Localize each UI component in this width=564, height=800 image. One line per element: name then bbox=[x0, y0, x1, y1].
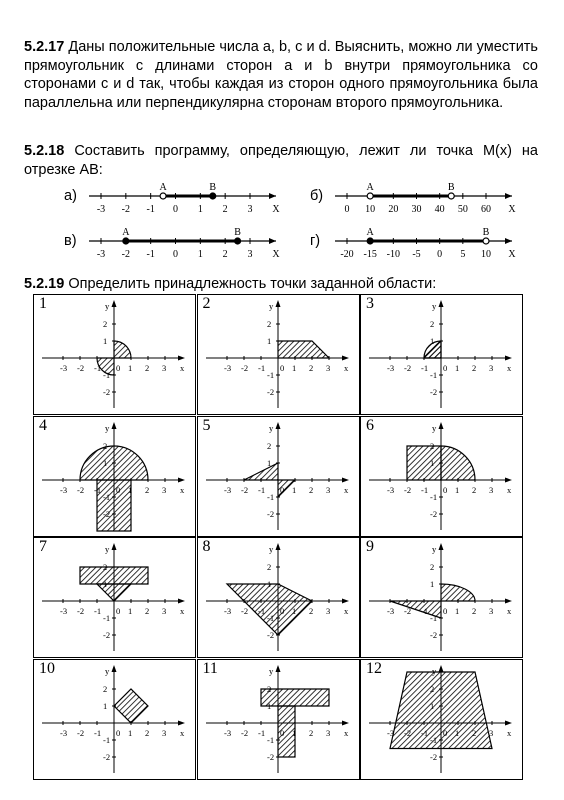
number-line-label: в) bbox=[64, 233, 77, 249]
y-axis-label: y bbox=[432, 422, 437, 433]
x-tick-label: 1 bbox=[291, 484, 296, 495]
x-tick-label: -1 bbox=[94, 484, 102, 495]
x-tick-label: 2 bbox=[145, 727, 150, 738]
x-axis-label: x bbox=[507, 727, 512, 738]
axis-arrow bbox=[505, 238, 512, 244]
tick-label: 3 bbox=[247, 204, 253, 215]
x-tick-label: 3 bbox=[162, 484, 167, 495]
x-tick-label: 1 bbox=[128, 363, 133, 373]
x-tick-label: -2 bbox=[404, 363, 412, 373]
y-tick-label: -1 bbox=[266, 370, 274, 380]
y-axis-arrow bbox=[275, 422, 280, 429]
endpoint-label: B bbox=[209, 182, 217, 193]
x-axis-label: x bbox=[180, 727, 185, 738]
axis-arrow bbox=[269, 193, 276, 199]
y-tick-label: 1 bbox=[266, 336, 271, 346]
x-tick-label: -2 bbox=[404, 727, 412, 738]
x-tick-label: -1 bbox=[94, 727, 102, 738]
x-tick-label: 1 bbox=[455, 727, 460, 738]
x-tick-label: 0 bbox=[279, 363, 284, 373]
endpoint-A bbox=[367, 193, 373, 199]
y-tick-label: 2 bbox=[266, 683, 271, 694]
tick-label: 40 bbox=[434, 204, 445, 215]
x-tick-label: 2 bbox=[308, 727, 313, 738]
region-cell bbox=[360, 294, 523, 415]
x-axis-arrow bbox=[505, 356, 512, 361]
tick-label: 60 bbox=[481, 204, 491, 215]
y-tick-label: -2 bbox=[103, 387, 111, 397]
y-tick-label: 2 bbox=[430, 440, 435, 451]
y-tick-label: 1 bbox=[430, 336, 435, 346]
x-tick-label: -1 bbox=[257, 606, 265, 616]
x-tick-label: 1 bbox=[128, 606, 133, 616]
region-cell bbox=[197, 659, 360, 780]
y-tick-label: -1 bbox=[430, 370, 438, 380]
y-axis-label: y bbox=[268, 422, 273, 433]
tick-label: 2 bbox=[222, 204, 228, 215]
x-axis-label: x bbox=[507, 363, 512, 373]
endpoint-label: B bbox=[482, 227, 490, 238]
y-axis-arrow bbox=[112, 300, 117, 307]
x-tick-label: -3 bbox=[223, 606, 231, 616]
y-axis-label: y bbox=[105, 422, 110, 433]
x-tick-label: -2 bbox=[77, 606, 85, 616]
region-number: 12 bbox=[366, 659, 382, 677]
region-cell bbox=[197, 416, 360, 537]
y-tick-label: 2 bbox=[103, 440, 108, 451]
number-line-label: б) bbox=[310, 188, 324, 204]
y-tick-label: 2 bbox=[266, 440, 271, 451]
y-tick-label: -1 bbox=[103, 734, 111, 745]
problem-5-2-18 bbox=[24, 142, 538, 179]
tick-label: 1 bbox=[197, 249, 203, 260]
x-tick-label: -3 bbox=[387, 727, 395, 738]
x-tick-label: 3 bbox=[325, 727, 330, 738]
x-tick-label: -1 bbox=[94, 606, 102, 616]
x-tick-label: -1 bbox=[257, 727, 265, 738]
y-tick-label: 2 bbox=[430, 319, 435, 329]
axis-label: X bbox=[272, 204, 280, 215]
y-tick-label: 1 bbox=[266, 457, 271, 468]
number-line bbox=[335, 224, 515, 266]
x-tick-label: -1 bbox=[257, 363, 265, 373]
y-axis-arrow bbox=[439, 543, 444, 550]
y-tick-label: -2 bbox=[266, 751, 274, 762]
x-tick-label: -1 bbox=[257, 484, 265, 495]
region-number: 6 bbox=[366, 416, 374, 434]
region-number: 5 bbox=[202, 416, 211, 434]
y-axis-arrow bbox=[439, 422, 444, 429]
x-tick-label: 1 bbox=[128, 727, 133, 738]
x-axis-arrow bbox=[342, 356, 349, 361]
y-tick-label: -2 bbox=[266, 508, 274, 519]
x-tick-label: -3 bbox=[223, 363, 231, 373]
y-axis-arrow bbox=[112, 422, 117, 429]
y-tick-label: -2 bbox=[103, 751, 111, 762]
y-axis-label: y bbox=[268, 544, 273, 554]
region-cell bbox=[360, 416, 523, 537]
y-axis-label: y bbox=[268, 665, 273, 676]
x-axis-arrow bbox=[342, 477, 349, 482]
region-number: 9 bbox=[366, 538, 374, 555]
y-tick-label: 1 bbox=[266, 700, 271, 711]
problem-text: Составить программу, определяющую, лежит ли точка M(x) на отрезке AB: bbox=[24, 143, 538, 178]
shaded-region bbox=[278, 341, 329, 358]
region-number: 4 bbox=[39, 416, 47, 434]
x-tick-label: 1 bbox=[455, 606, 460, 616]
y-tick-label: 2 bbox=[103, 683, 108, 694]
x-tick-label: -3 bbox=[60, 484, 68, 495]
x-tick-label: 2 bbox=[145, 606, 150, 616]
number-line-label: а) bbox=[64, 188, 77, 204]
x-tick-label: -3 bbox=[223, 727, 231, 738]
region-number: 3 bbox=[366, 295, 374, 312]
y-tick-label: 2 bbox=[266, 319, 271, 329]
y-tick-label: 1 bbox=[430, 579, 435, 589]
x-tick-label: 0 bbox=[116, 484, 121, 495]
x-tick-label: -2 bbox=[77, 727, 85, 738]
x-tick-label: 0 bbox=[116, 606, 121, 616]
x-tick-label: 1 bbox=[128, 484, 133, 495]
y-tick-label: -1 bbox=[103, 370, 111, 380]
x-axis-arrow bbox=[178, 599, 185, 604]
shaded-region bbox=[114, 341, 131, 358]
tick-label: 0 bbox=[344, 204, 350, 215]
region-cell bbox=[33, 416, 196, 537]
x-tick-label: 3 bbox=[325, 484, 330, 495]
shaded-region bbox=[441, 446, 475, 480]
region-number: 2 bbox=[202, 295, 211, 312]
x-tick-label: 2 bbox=[308, 606, 313, 616]
shaded-region bbox=[114, 689, 148, 723]
x-tick-label: 3 bbox=[325, 606, 330, 616]
tick-label: -1 bbox=[146, 249, 155, 260]
x-axis-label: x bbox=[343, 727, 348, 738]
y-axis-arrow bbox=[112, 665, 117, 672]
x-tick-label: -2 bbox=[404, 484, 412, 495]
x-tick-label: 3 bbox=[489, 606, 494, 616]
y-tick-label: -1 bbox=[430, 734, 438, 745]
tick-label: 10 bbox=[481, 249, 491, 260]
x-tick-label: -2 bbox=[240, 363, 248, 373]
x-tick-label: -1 bbox=[94, 363, 102, 373]
y-tick-label: -1 bbox=[103, 491, 111, 502]
endpoint-B bbox=[210, 193, 216, 199]
tick-label: 20 bbox=[388, 204, 399, 215]
problem-number: 5.2.19 bbox=[24, 276, 65, 292]
tick-label: -10 bbox=[386, 249, 401, 260]
number-line bbox=[89, 179, 279, 221]
x-tick-label: -2 bbox=[240, 484, 248, 495]
x-tick-label: 0 bbox=[116, 727, 121, 738]
x-axis-arrow bbox=[178, 356, 185, 361]
x-tick-label: 0 bbox=[443, 606, 448, 616]
x-axis-arrow bbox=[342, 720, 349, 725]
y-axis-label: y bbox=[105, 665, 110, 676]
axis-label: X bbox=[508, 204, 516, 215]
x-tick-label: 0 bbox=[279, 484, 284, 495]
y-axis-label: y bbox=[432, 301, 437, 311]
tick-label: -15 bbox=[363, 249, 377, 260]
x-tick-label: -3 bbox=[387, 484, 395, 495]
x-tick-label: 3 bbox=[162, 363, 167, 373]
x-axis-arrow bbox=[505, 477, 512, 482]
region-cell bbox=[197, 294, 360, 415]
x-axis-label: x bbox=[180, 363, 185, 373]
y-axis-arrow bbox=[439, 665, 444, 672]
number-line-label: г) bbox=[310, 233, 321, 249]
x-tick-label: -3 bbox=[387, 363, 395, 373]
x-tick-label: 3 bbox=[489, 363, 494, 373]
problem-number: 5.2.17 bbox=[24, 39, 65, 55]
region-cell bbox=[33, 659, 196, 780]
x-tick-label: -2 bbox=[240, 606, 248, 616]
y-axis-label: y bbox=[432, 544, 437, 554]
x-tick-label: 2 bbox=[472, 484, 477, 495]
endpoint-A bbox=[160, 193, 166, 199]
y-tick-label: 1 bbox=[103, 457, 108, 468]
x-axis-label: x bbox=[343, 484, 348, 495]
x-tick-label: 1 bbox=[455, 484, 460, 495]
x-tick-label: -3 bbox=[60, 363, 68, 373]
tick-label: 2 bbox=[222, 249, 228, 260]
x-tick-label: 3 bbox=[489, 727, 494, 738]
tick-label: -1 bbox=[146, 204, 155, 215]
region-number: 7 bbox=[39, 538, 47, 555]
x-tick-label: 1 bbox=[455, 363, 460, 373]
tick-label: 0 bbox=[173, 249, 178, 260]
endpoint-B bbox=[448, 193, 454, 199]
region-number: 11 bbox=[202, 659, 218, 677]
x-tick-label: -3 bbox=[60, 606, 68, 616]
tick-label: 30 bbox=[411, 204, 422, 215]
y-axis-label: y bbox=[268, 301, 273, 311]
x-tick-label: 2 bbox=[308, 484, 313, 495]
tick-label: 1 bbox=[197, 204, 203, 215]
x-tick-label: 2 bbox=[145, 363, 150, 373]
x-tick-label: -1 bbox=[421, 363, 429, 373]
region-cell bbox=[197, 537, 360, 658]
y-axis-arrow bbox=[112, 543, 117, 550]
region-cell bbox=[360, 659, 523, 780]
x-axis-arrow bbox=[178, 477, 185, 482]
x-axis-label: x bbox=[180, 606, 185, 616]
x-tick-label: -2 bbox=[77, 363, 85, 373]
x-tick-label: 3 bbox=[325, 363, 330, 373]
x-tick-label: -1 bbox=[421, 606, 429, 616]
y-tick-label: -1 bbox=[266, 613, 274, 623]
y-tick-label: 1 bbox=[103, 579, 108, 589]
tick-label: 0 bbox=[437, 249, 443, 260]
endpoint-A bbox=[367, 238, 373, 244]
tick-label: -20 bbox=[340, 249, 354, 260]
y-tick-label: -1 bbox=[430, 613, 438, 623]
y-tick-label: 1 bbox=[266, 579, 271, 589]
tick-label: 0 bbox=[173, 204, 178, 215]
y-tick-label: 2 bbox=[103, 562, 108, 572]
region-number: 10 bbox=[39, 659, 55, 677]
x-tick-label: -2 bbox=[240, 727, 248, 738]
x-axis-label: x bbox=[180, 484, 185, 495]
x-tick-label: 2 bbox=[472, 363, 477, 373]
tick-label: -2 bbox=[121, 204, 131, 215]
x-axis-label: x bbox=[507, 606, 512, 616]
x-tick-label: 0 bbox=[443, 727, 448, 738]
x-axis-arrow bbox=[178, 720, 185, 725]
x-tick-label: 1 bbox=[291, 606, 296, 616]
x-tick-label: 2 bbox=[472, 606, 477, 616]
number-line bbox=[335, 179, 515, 221]
x-axis-label: x bbox=[507, 484, 512, 495]
x-tick-label: -2 bbox=[77, 484, 85, 495]
endpoint-label: B bbox=[447, 182, 455, 193]
axis-label: X bbox=[272, 249, 280, 260]
endpoint-B bbox=[235, 238, 241, 244]
y-tick-label: -2 bbox=[430, 630, 438, 640]
problem-text: Даны положительные числа a, b, c и d. Выяснить, можно ли уместить прямоугольник с длинами сторон a и b внутри прямоугольника со сторонами c и d так, чтобы каждая из сторон одного прямоугольника была параллельна или перпендикулярна сторонам второго прямоугольника. bbox=[24, 39, 538, 111]
problem-number: 5.2.18 bbox=[24, 143, 65, 159]
x-tick-label: -2 bbox=[404, 606, 412, 616]
y-axis-arrow bbox=[275, 300, 280, 307]
x-tick-label: -3 bbox=[60, 727, 68, 738]
y-tick-label: 2 bbox=[266, 562, 271, 572]
x-tick-label: -3 bbox=[223, 484, 231, 495]
tick-label: 10 bbox=[365, 204, 376, 215]
y-tick-label: 1 bbox=[430, 457, 435, 468]
y-axis-label: y bbox=[105, 544, 110, 554]
x-axis-arrow bbox=[342, 599, 349, 604]
y-tick-label: -1 bbox=[266, 491, 274, 502]
endpoint-A bbox=[123, 238, 129, 244]
x-axis-arrow bbox=[505, 720, 512, 725]
y-tick-label: -1 bbox=[430, 491, 438, 502]
problem-text: Определить принадлежность точки заданной области: bbox=[64, 276, 437, 292]
endpoint-label: A bbox=[366, 182, 374, 193]
problem-5-2-19 bbox=[24, 275, 538, 294]
tick-label: 5 bbox=[460, 249, 466, 260]
y-tick-label: -2 bbox=[430, 387, 438, 397]
x-tick-label: 0 bbox=[443, 363, 448, 373]
y-axis-arrow bbox=[275, 543, 280, 550]
y-axis-arrow bbox=[275, 665, 280, 672]
tick-label: -2 bbox=[121, 249, 131, 260]
tick-label: -3 bbox=[96, 204, 106, 215]
axis-arrow bbox=[269, 238, 276, 244]
shaded-region bbox=[227, 584, 312, 635]
region-cell bbox=[33, 294, 196, 415]
y-tick-label: -2 bbox=[266, 387, 274, 397]
number-line bbox=[89, 224, 279, 266]
tick-label: 50 bbox=[457, 204, 468, 215]
y-tick-label: -2 bbox=[266, 630, 274, 640]
axis-arrow bbox=[505, 193, 512, 199]
region-grid bbox=[33, 294, 523, 792]
x-tick-label: 2 bbox=[145, 484, 150, 495]
y-tick-label: 2 bbox=[430, 562, 435, 572]
x-tick-label: 3 bbox=[489, 484, 494, 495]
shaded-region bbox=[441, 584, 475, 601]
x-tick-label: 3 bbox=[162, 606, 167, 616]
y-axis-arrow bbox=[439, 300, 444, 307]
x-axis-label: x bbox=[343, 606, 348, 616]
y-tick-label: -1 bbox=[266, 734, 274, 745]
x-tick-label: 2 bbox=[308, 363, 313, 373]
x-tick-label: -1 bbox=[421, 727, 429, 738]
x-axis-label: x bbox=[343, 363, 348, 373]
x-tick-label: 1 bbox=[291, 727, 296, 738]
x-tick-label: 0 bbox=[279, 606, 284, 616]
shaded-region bbox=[407, 446, 441, 480]
region-number: 1 bbox=[39, 295, 47, 312]
x-axis-arrow bbox=[505, 599, 512, 604]
region-cell bbox=[360, 537, 523, 658]
endpoint-label: B bbox=[234, 227, 241, 238]
y-tick-label: -1 bbox=[103, 613, 111, 623]
x-tick-label: 0 bbox=[443, 484, 448, 495]
y-tick-label: -2 bbox=[430, 751, 438, 762]
y-tick-label: -2 bbox=[103, 508, 111, 519]
endpoint-label: A bbox=[366, 227, 374, 238]
tick-label: 3 bbox=[247, 249, 253, 260]
x-tick-label: -1 bbox=[421, 484, 429, 495]
y-tick-label: 1 bbox=[430, 700, 435, 711]
y-tick-label: -2 bbox=[103, 630, 111, 640]
tick-label: -3 bbox=[96, 249, 106, 260]
axis-label: X bbox=[508, 249, 516, 260]
y-tick-label: 2 bbox=[430, 683, 435, 694]
endpoint-B bbox=[483, 238, 489, 244]
y-axis-label: y bbox=[105, 301, 110, 311]
tick-label: -5 bbox=[412, 249, 421, 260]
y-tick-label: 1 bbox=[103, 336, 108, 346]
shaded-region bbox=[244, 463, 278, 480]
y-tick-label: 2 bbox=[103, 319, 108, 329]
x-tick-label: 0 bbox=[279, 727, 284, 738]
x-tick-label: 3 bbox=[162, 727, 167, 738]
region-number: 8 bbox=[202, 538, 211, 555]
y-tick-label: -2 bbox=[430, 508, 438, 519]
problem-5-2-17 bbox=[24, 38, 538, 112]
x-tick-label: 2 bbox=[472, 727, 477, 738]
region-cell bbox=[33, 537, 196, 658]
y-axis-label: y bbox=[432, 665, 437, 676]
x-tick-label: -3 bbox=[387, 606, 395, 616]
y-tick-label: 1 bbox=[103, 700, 108, 711]
endpoint-label: A bbox=[159, 182, 167, 193]
x-tick-label: 1 bbox=[291, 363, 296, 373]
endpoint-label: A bbox=[122, 227, 130, 238]
x-tick-label: 0 bbox=[116, 363, 121, 373]
